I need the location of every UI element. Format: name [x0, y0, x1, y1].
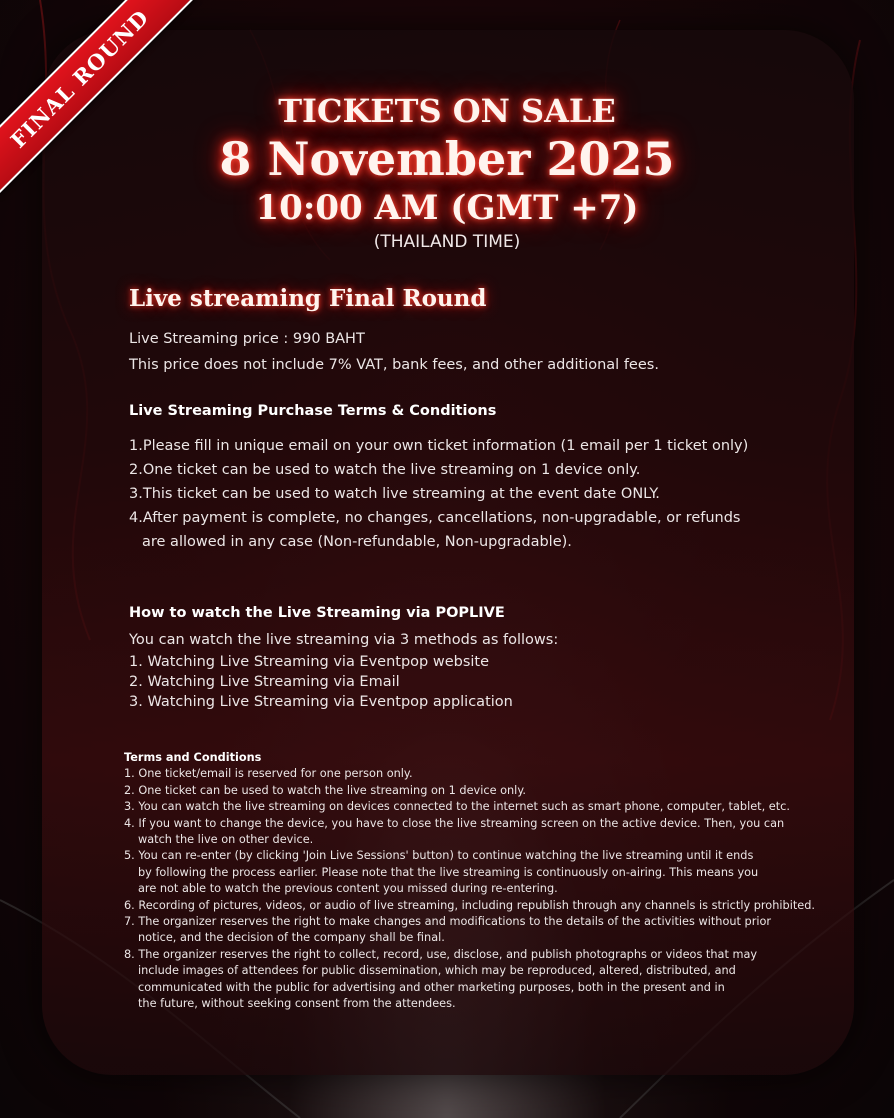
- list-item: 4.After payment is complete, no changes, cancellations, non-upgradable, or refunds: [129, 510, 741, 526]
- streaming-price-note: This price does not include 7% VAT, bank fees, and other additional fees.: [129, 357, 659, 373]
- sale-time-heading: 10:00 AM (GMT +7): [255, 188, 639, 228]
- list-item: 3. Watching Live Streaming via Eventpop application: [129, 694, 513, 710]
- terms-line: 7. The organizer reserves the right to make changes and modifications to the details of the activities without prior: [124, 915, 772, 929]
- purchase-terms-title: Live Streaming Purchase Terms & Conditions: [129, 403, 497, 419]
- list-item: 2. Watching Live Streaming via Email: [129, 674, 400, 690]
- terms-line: by following the process earlier. Please note that the live streaming is continuously on-airing. This means you: [138, 865, 759, 879]
- terms-line: include images of attendees for public dissemination, which may be reproduced, altered, distributed, and: [138, 964, 736, 978]
- terms-title: Terms and Conditions: [124, 751, 262, 764]
- tickets-on-sale-heading: TICKETS ON SALE: [278, 92, 616, 130]
- list-item: 1.Please fill in unique email on your own ticket information (1 email per 1 ticket only): [129, 438, 749, 454]
- list-item: 1. Watching Live Streaming via Eventpop website: [129, 654, 490, 670]
- purchase-terms-list: [129, 434, 748, 554]
- terms-line: communicated with the public for advertising and other marketing purposes, both in the present and in: [138, 980, 725, 994]
- terms-line: 2. One ticket can be used to watch the live streaming on 1 device only.: [124, 783, 526, 797]
- sale-date-heading: 8 November 2025: [219, 132, 675, 186]
- terms-line: 4. If you want to change the device, you have to close the live streaming screen on the active device. Then, you can: [124, 816, 785, 830]
- time-zone-label: (THAILAND TIME): [373, 232, 521, 252]
- streaming-section-title: Live streaming Final Round: [129, 285, 487, 312]
- terms-line: 8. The organizer reserves the right to collect, record, use, disclose, and publish photographs or videos that may: [124, 947, 758, 961]
- how-to-intro: You can watch the live streaming via 3 methods as follows:: [129, 632, 559, 648]
- how-to-title: How to watch the Live Streaming via POPLIVE: [129, 605, 505, 621]
- list-item: are allowed in any case (Non-refundable, Non-upgradable).: [142, 534, 572, 550]
- list-item: 2.One ticket can be used to watch the live streaming on 1 device only.: [129, 462, 641, 478]
- how-to-list: [129, 652, 513, 712]
- terms-line: watch the live on other device.: [138, 833, 314, 847]
- terms-line: notice, and the decision of the company shall be final.: [138, 931, 445, 945]
- terms-line: the future, without seeking consent from the attendees.: [138, 997, 456, 1011]
- final-round-ribbon: FINAL ROUND: [0, 0, 196, 195]
- terms-line: are not able to watch the previous content you missed during re-entering.: [138, 882, 558, 896]
- terms-line: 3. You can watch the live streaming on devices connected to the internet such as smart phone, computer, tablet, etc.: [124, 800, 790, 814]
- streaming-price: Live Streaming price : 990 BAHT: [129, 331, 365, 347]
- terms-line: 6. Recording of pictures, videos, or audio of live streaming, including republish through any channels is strictly prohibited.: [124, 898, 815, 912]
- terms-line: 1. One ticket/email is reserved for one person only.: [124, 767, 413, 781]
- terms-and-conditions: [124, 750, 815, 1013]
- terms-line: 5. You can re-enter (by clicking 'Join Live Sessions' button) to continue watching the live streaming until it ends: [124, 849, 754, 863]
- list-item: 3.This ticket can be used to watch live streaming at the event date ONLY.: [129, 486, 660, 502]
